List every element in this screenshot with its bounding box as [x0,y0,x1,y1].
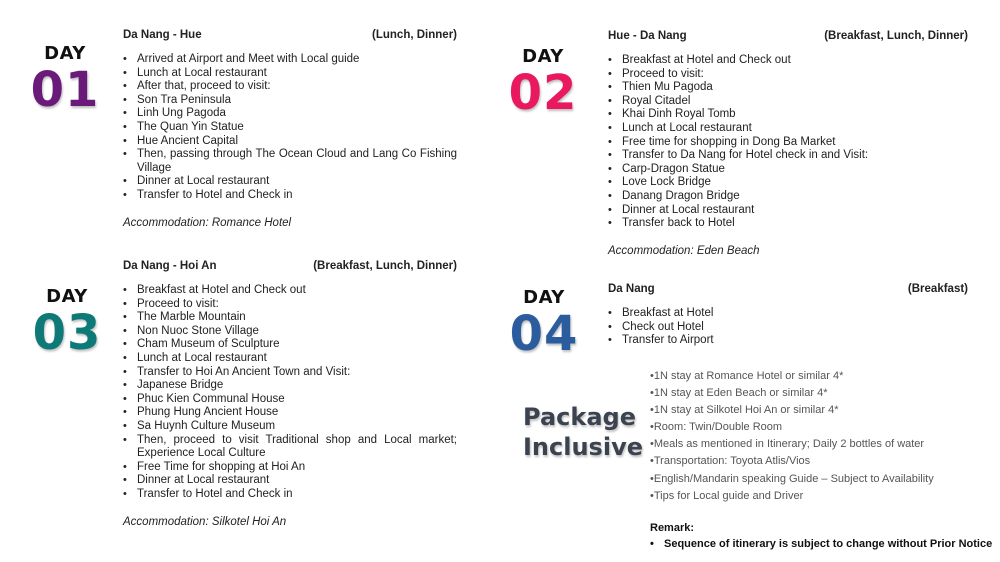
accommodation: Accommodation: Eden Beach [608,244,760,257]
activity-item: • Breakfast at Hotel and Check out [137,284,457,298]
day-04-badge [507,288,581,360]
package-item: •Meals as mentioned in Itinerary; Daily 2 bottles of water [650,438,925,451]
package-title-line1: Package [523,403,636,431]
activity-item: • Check out Hotel [622,321,968,335]
day-02-itinerary [608,30,968,257]
activity-item: • Dinner at Local restaurant [622,204,968,218]
activity-item: • Royal Citadel [622,95,968,109]
activity-list [608,54,968,231]
activity-item: • Dinner at Local restaurant [137,175,457,189]
day-header [123,29,457,41]
meals-label: (Lunch, Dinner) [372,29,457,41]
activity-item: • Sa Huynh Culture Museum [137,420,457,434]
activity-item: • Transfer to Hotel and Check in [137,488,457,502]
accommodation: Accommodation: Romance Hotel [123,216,292,229]
remark-title: Remark: [650,522,695,534]
route-title: Da Nang [608,283,655,295]
package-item: •1N stay at Romance Hotel or similar 4* [650,370,844,382]
route-title: Da Nang - Hoi An [123,260,217,272]
day-header [123,260,457,272]
remark-list [650,538,992,550]
activity-item: • Japanese Bridge [137,379,457,393]
day-02-badge [505,47,581,119]
day-header [608,30,968,42]
meals-label: (Breakfast, Lunch, Dinner) [313,260,457,272]
day-number: 01 [30,62,100,118]
activity-item: • Transfer back to Hotel [622,217,968,231]
package-item: •1N stay at Silkotel Hoi An or similar 4* [650,404,839,417]
activity-item: • Phung Hung Ancient House [137,406,457,420]
activity-item: • Then, passing through The Ocean Cloud and Lang Co Fishing Village [137,148,457,175]
activity-item: • Transfer to Airport [622,334,968,348]
activity-item: • Danang Dragon Bridge [622,190,968,204]
activity-item: • Breakfast at Hotel and Check out [622,54,968,68]
activity-list [123,53,457,203]
activity-item: • Hue Ancient Capital [137,135,457,149]
day-label: DAY [46,286,88,307]
activity-item: • Carp-Dragon Statue [622,163,968,177]
activity-item: • Thien Mu Pagoda [622,81,968,95]
package-item: •1N stay at Eden Beach or similar 4* [650,387,828,400]
activity-item: • Then, proceed to visit Traditional shop and Local market; Experience Local Culture [137,434,457,461]
activity-item: • Non Nuoc Stone Village [137,325,457,339]
activity-item: • Proceed to visit: [622,68,968,82]
route-title: Da Nang - Hue [123,29,202,41]
activity-item: • Transfer to Da Nang for Hotel check in and Visit: [622,149,968,163]
activity-item: • Dinner at Local restaurant [137,474,457,488]
day-label: DAY [522,46,564,67]
activity-item: • Phuc Kien Communal House [137,393,457,407]
activity-item: • Lunch at Local restaurant [137,352,457,366]
package-title-line2: Inclusive [523,433,643,461]
day-header [608,283,968,295]
activity-item: • Khai Dinh Royal Tomb [622,108,968,122]
activity-item: • Lunch at Local restaurant [137,67,457,81]
activity-item: • Free time for shopping in Dong Ba Market [622,136,968,150]
package-item: •Room: Twin/Double Room [650,421,783,434]
day-number: 04 [509,306,579,362]
meals-label: (Breakfast, Lunch, Dinner) [824,30,968,42]
package-inclusive-list [650,368,934,505]
day-03-itinerary [123,260,457,528]
meals-label: (Breakfast) [907,283,968,295]
activity-item: • Arrived at Airport and Meet with Local guide [137,53,457,67]
activity-item: • Lunch at Local restaurant [622,122,968,136]
package-item: •Transportation: Toyota Atlis/Vios [650,455,811,468]
accommodation: Accommodation: Silkotel Hoi An [123,515,287,528]
package-inclusive-title [523,402,643,462]
activity-item: • Son Tra Peninsula [137,94,457,108]
activity-item: • Breakfast at Hotel [622,307,968,321]
activity-list [608,307,968,348]
day-label: DAY [523,287,565,308]
remark-section [650,522,992,550]
route-title: Hue - Da Nang [608,30,687,42]
activity-item: • Transfer to Hotel and Check in [137,189,457,203]
day-01-itinerary [123,29,457,229]
activity-item: • Transfer to Hoi An Ancient Town and Visit: [137,366,457,380]
day-03-badge [30,287,104,359]
activity-item: • Cham Museum of Sculpture [137,338,457,352]
activity-item: • Linh Ung Pagoda [137,107,457,121]
activity-item: • Proceed to visit: [137,298,457,312]
day-number: 02 [508,65,578,121]
activity-item: • The Quan Yin Statue [137,121,457,135]
day-number: 03 [32,305,102,361]
day-label: DAY [44,43,86,64]
activity-list [123,284,457,502]
package-item: •Tips for Local guide and Driver [650,489,804,502]
activity-item: • Love Lock Bridge [622,176,968,190]
day-01-badge [30,44,100,116]
activity-item: • Free Time for shopping at Hoi An [137,461,457,475]
activity-item: • After that, proceed to visit: [137,80,457,94]
activity-item: • The Marble Mountain [137,311,457,325]
package-item: •English/Mandarin speaking Guide – Subject to Availability [650,472,934,485]
day-04-itinerary [608,283,968,348]
remark-item: • Sequence of itinerary is subject to change without Prior Notice [650,538,992,550]
